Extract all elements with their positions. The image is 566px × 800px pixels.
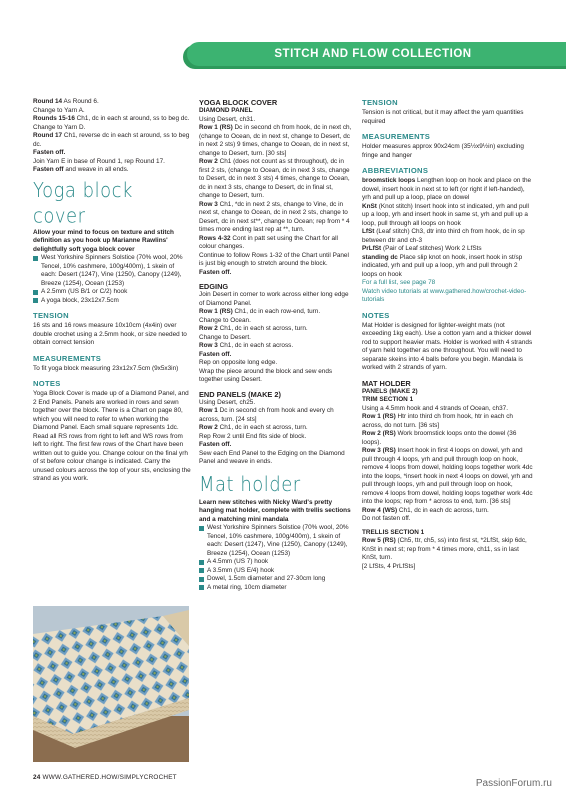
page-number: 24 xyxy=(33,774,41,781)
instruction-line xyxy=(362,515,534,524)
instruction-line xyxy=(33,166,191,175)
instruction-label: Row 2 xyxy=(199,424,218,431)
instruction-label: Row 1 xyxy=(199,407,218,414)
instruction-line xyxy=(199,158,355,201)
instruction-line xyxy=(199,359,355,368)
mat-tension-text: Tension is not critical, but it may affect the yarn quantities required xyxy=(362,109,524,125)
instruction-line xyxy=(33,115,191,124)
instruction-label: Row 5 (RS) xyxy=(362,537,396,544)
material-item xyxy=(199,558,355,567)
instruction-line xyxy=(33,158,191,167)
trim-section-heading: TRIM SECTION 1 xyxy=(362,396,414,403)
instruction-label: Row 3 xyxy=(199,342,218,349)
bullet-square-icon xyxy=(33,298,38,303)
yoga-intro: Allow your mind to focus on texture and stitch definition as you hook up Marianne Rawlins' delightfully soft yoga block cover xyxy=(33,228,174,253)
material-text: A yoga block, 23x12x7.5cm xyxy=(41,296,119,304)
instruction-text: Wrap the piece around the block and sew ends together using Desert. xyxy=(199,367,333,383)
pattern-continuation xyxy=(33,98,191,175)
diamond-panel-instructions xyxy=(199,116,355,278)
instruction-text: Htr into third ch from hook, htr in each ch across, do not turn. [36 sts] xyxy=(362,413,513,429)
instruction-label: Row 2 xyxy=(199,158,218,165)
abbreviations-list xyxy=(362,177,534,279)
instruction-label: Row 1 (RS) xyxy=(362,413,396,420)
instruction-text: Ch1, reverse dc in each st around, ss to beg dc. xyxy=(33,132,190,148)
instruction-text: Change to Yarn A. xyxy=(33,106,85,114)
bullet-square-icon xyxy=(33,256,38,261)
instruction-line xyxy=(199,450,355,467)
measurements-heading: MEASUREMENTS xyxy=(33,353,102,363)
instruction-label: Fasten off xyxy=(33,166,64,173)
material-text: A 2.5mm (US B/1 or C/2) hook xyxy=(41,288,128,295)
instruction-text: Cont in patt set using the Chart for all colour changes. xyxy=(199,234,338,250)
yoga-block-photo xyxy=(33,606,189,762)
instruction-line xyxy=(362,177,534,203)
instruction-text: Using Desert, ch25. xyxy=(199,398,256,406)
instruction-label: Row 1 (RS) xyxy=(199,124,233,131)
bullet-square-icon xyxy=(199,577,204,582)
instruction-text: (Pair of Leaf stitches) Work 2 LfSts xyxy=(381,245,482,252)
instruction-label: Round 17 xyxy=(33,132,63,139)
trim-instructions xyxy=(362,405,534,524)
instruction-line xyxy=(362,507,534,516)
measurements-text: To fit yoga block measuring 23x12x7.5cm (9x5x3in) xyxy=(33,364,179,372)
instruction-text: Place slip knot on hook, insert hook in st/sp indicated, yrh and pull up a loop, yrh and pull through 2 loops on hook xyxy=(362,253,523,278)
notes-text: Yoga Block Cover is made up of a Diamond Panel, and 2 End Panels. Panels are worked in rows and sewn together over the block. There is a Chart on page 80, which you will need to refer to when working the Diamond Panel. Each small square represents 1dc. Read all RS rows from right to left and WS rows from left to right. The first few rows of the Chart have been written out to guide you. Change colour on the final yrh of st before colour change is indicated. Carry the unused colours across the top of your sts, enclosing the strand as you work. xyxy=(33,390,191,482)
instruction-line xyxy=(33,132,191,149)
material-item xyxy=(199,584,355,593)
instruction-line xyxy=(199,342,355,351)
trellis-instructions xyxy=(362,537,534,571)
instruction-text: Ch1, dc in each st around, ss to beg dc. xyxy=(74,115,190,122)
instruction-text: (Knot stitch) Insert hook into st indicated, yrh and pull up a loop, yrh and insert hook in same st, yrh and pull up a loop, pull through all loops on hook xyxy=(362,202,529,227)
instruction-label: Fasten off. xyxy=(199,350,232,358)
instruction-line xyxy=(33,149,191,158)
instruction-line xyxy=(362,254,534,280)
material-item xyxy=(199,575,355,584)
instruction-text: As Round 6. xyxy=(62,98,99,105)
instruction-line xyxy=(199,124,355,158)
mat-notes-heading: NOTES xyxy=(362,310,390,320)
instruction-label: KnSt xyxy=(362,202,377,210)
end-panels-heading: END PANELS (MAKE 2) xyxy=(199,389,281,399)
bullet-square-icon xyxy=(33,290,38,295)
material-text: West Yorkshire Spinners Solstice (70% wool, 20% Tencel, 10% cashmere, 100g/400m), 1 skein of each: Desert (1247), Vine (1250), Canopy (1249), Breeze (1254), Ocean (1253) xyxy=(41,254,183,287)
instruction-text: Sew each End Panel to the Edging on the Diamond Panel and weave in ends. xyxy=(199,449,345,465)
bullet-square-icon xyxy=(199,560,204,565)
instruction-line xyxy=(199,252,355,269)
instruction-text: Do not fasten off. xyxy=(362,515,411,522)
material-text: A 3.5mm (US E/4) hook xyxy=(207,566,275,574)
instruction-line xyxy=(199,235,355,252)
instruction-text: Ch1, dc in each dc across, turn. xyxy=(397,506,489,514)
instruction-label: Row 4 (WS) xyxy=(362,506,398,514)
material-item xyxy=(33,288,191,297)
bullet-square-icon xyxy=(199,568,204,573)
instruction-line xyxy=(199,325,355,334)
instruction-text: Change to Ocean. xyxy=(199,316,251,324)
instruction-line xyxy=(362,245,534,254)
mat-notes-text: Mat Holder is designed for lighter-weight mats (not exceeding 1kg each). Use a cotton yarn and a thicker dowel rod to support heavier mats. Holder is worked with 4 strands of yarn held together as one throughout. You will need to separate skeins into 4 balls before you begin. Mandala is worked with 2 strands of yarn. xyxy=(362,321,533,371)
instruction-line xyxy=(199,351,355,360)
instruction-text: Rep Row 2 until End fits side of block. xyxy=(199,432,307,440)
instruction-text: Work broomstick loops onto the dowel (36 loops). xyxy=(362,430,517,446)
page-footer xyxy=(33,774,177,781)
watermark: PassionForum.ru xyxy=(475,778,552,789)
banner-title: STITCH AND FLOW COLLECTION xyxy=(274,48,472,60)
instruction-text: Change to Desert. xyxy=(199,333,251,341)
instruction-line xyxy=(362,228,534,245)
video-tutorials-link[interactable]: Watch video tutorials at www.gathered.how/crochet-video-tutorials xyxy=(362,287,527,303)
instruction-label: standing dc xyxy=(362,253,398,261)
instruction-label: Fasten off. xyxy=(33,149,66,156)
column-middle xyxy=(199,98,355,592)
instruction-text: Using a 4.5mm hook and 4 strands of Ocean, ch37. xyxy=(362,404,509,412)
column-left xyxy=(33,98,191,484)
instruction-text: Ch1, dc in each st across. xyxy=(217,342,294,349)
trellis-section-heading: TRELLIS SECTION 1 xyxy=(362,528,425,536)
mat-holder-title: MAT HOLDER xyxy=(362,378,411,388)
abbreviations-heading: ABBREVIATIONS xyxy=(362,166,429,175)
instruction-label: Fasten off. xyxy=(199,441,232,448)
instruction-text: Ch1, dc in each row-end, turn. xyxy=(232,308,321,315)
instruction-text: Dc in second ch from hook, dc in next ch, (change to Ocean, dc in next st, change to Desert, dc in next 2 sts) 9 times, change to Ocean, dc in next st, change to Desert, turn. [30 sts] xyxy=(199,124,352,157)
mat-holder-heading: Mat holder xyxy=(199,471,301,496)
instruction-line xyxy=(199,308,355,317)
bullet-square-icon xyxy=(199,585,204,590)
instruction-line xyxy=(33,124,191,133)
instruction-line xyxy=(199,291,355,308)
instruction-line xyxy=(199,116,355,125)
tension-heading: TENSION xyxy=(33,311,69,320)
instruction-label: PrLfSt xyxy=(362,245,382,252)
instruction-line xyxy=(362,413,534,430)
instruction-label: Fasten off. xyxy=(199,268,232,276)
mat-measurements-text: Holder measures approx 90x24cm (35½x9½in) excluding fringe and hanger xyxy=(362,143,524,159)
yoga-block-cover-title: YOGA BLOCK COVER xyxy=(199,98,278,107)
instruction-text: Join Yarn E in base of Round 1, rep Round 17. xyxy=(33,157,165,165)
tension-text: 16 sts and 16 rows measure 10x10cm (4x4in) over double crochet using a 2.5mm hook, or size needed to obtain correct tension xyxy=(33,322,187,346)
instruction-line xyxy=(199,201,355,235)
instruction-line xyxy=(199,424,355,433)
instruction-label: Row 1 (RS) xyxy=(199,308,233,315)
instruction-line xyxy=(199,433,355,442)
panels-heading: PANELS (MAKE 2) xyxy=(362,387,418,395)
instruction-label: Row 3 xyxy=(199,200,218,208)
bullet-square-icon xyxy=(199,526,204,531)
material-text: West Yorkshire Spinners Solstice (70% wool, 20% Tencel, 10% cashmere, 100g/400m), 1 skein of each: Desert (1247), Vine (1250), Canopy (1249), Breeze (1254), Ocean (1253) xyxy=(207,524,349,557)
instruction-text: [2 LfSts, 4 PrLfSts] xyxy=(362,562,416,570)
material-item xyxy=(199,567,355,576)
instruction-line xyxy=(199,269,355,278)
instruction-label: LfSt xyxy=(362,228,375,235)
instruction-text: (Ch5, ttr, ch5, ss) into first st, *2LfSt, skip 6dc, KnSt in next st; rep from * 4 times more, ch11, ss in last KnSt, turn. xyxy=(362,537,527,561)
instruction-text: Ch1, dc in each st across, turn. xyxy=(217,424,308,431)
instruction-label: Row 3 (RS) xyxy=(362,447,396,454)
instruction-line xyxy=(199,407,355,424)
material-item xyxy=(33,297,191,306)
instruction-text: Lengthen loop on hook and place on the dowel, insert hook in next st to left (or right if left-handed), yrh and pull up a loop, place on dowel xyxy=(362,177,532,201)
instruction-text: Change to Yarn D. xyxy=(33,123,86,131)
end-panels-instructions xyxy=(199,399,355,467)
material-text: A 4.5mm (US 7) hook xyxy=(207,558,269,565)
instruction-text: Dc in second ch from hook and every ch across, turn. [24 sts] xyxy=(199,407,334,423)
instruction-line xyxy=(199,368,355,385)
instruction-line xyxy=(199,334,355,343)
instruction-label: Rounds 15-16 xyxy=(33,115,75,122)
material-text: Dowel, 1.5cm diameter and 27-30cm long xyxy=(207,575,326,582)
material-item xyxy=(199,524,355,558)
instruction-text: Insert hook in first 4 loops on dowel, yrh and pull through 4 loops, yrh and pull through loop on hook, remove 4 loops from dowel, holding loops together work 4dc into the loops, *insert hook in next 4 loops on dowel, yrh and pull through loops, yrh and pull through loop on hook, remove 4 loops from dowel, holding loops together work 4dc into the loops; rep from * across to end, turn. [36 sts] xyxy=(362,447,533,505)
instruction-line xyxy=(199,399,355,408)
yoga-block-illustration xyxy=(33,606,189,762)
footer-url: WWW.GATHERED.HOW/SIMPLYCROCHET xyxy=(42,774,177,781)
instruction-text: Ch1 (does not count as st throughout), dc in first 2 sts, (change to Ocean, dc in next 3 sts, change to Desert, dc in next 3 sts) 4 times, change to Ocean, dc in next 3 sts, change to Desert, dc in final st, change to Desert, turn. xyxy=(199,158,350,199)
instruction-line xyxy=(362,430,534,447)
instruction-line xyxy=(362,405,534,414)
notes-heading: NOTES xyxy=(33,379,61,388)
instruction-line xyxy=(362,537,534,563)
diamond-panel-heading: DIAMOND PANEL xyxy=(199,107,253,114)
instruction-line xyxy=(362,203,534,229)
instruction-label: Round 14 xyxy=(33,98,63,105)
instruction-line xyxy=(362,447,534,507)
instruction-text: Join Desert in corner to work across either long edge of Diamond Panel. xyxy=(199,291,349,307)
material-text: A metal ring, 10cm diameter xyxy=(207,583,287,591)
instruction-label: Row 2 xyxy=(199,325,218,332)
instruction-text: Using Desert, ch31. xyxy=(199,115,256,123)
instruction-line xyxy=(362,563,534,572)
full-list-link[interactable]: For a full list, see page 78 xyxy=(362,279,436,286)
instruction-line xyxy=(33,107,191,116)
instruction-label: Rows 4-32 xyxy=(199,234,231,242)
mat-holder-intro: Learn new stitches with Nicky Ward's pretty hanging mat holder, complete with trellis sections and a matching mini mandala xyxy=(199,498,351,523)
instruction-text: Ch1, dc in each st across, turn. xyxy=(217,325,308,332)
instruction-text: and weave in all ends. xyxy=(63,166,129,173)
mat-holder-materials-list xyxy=(199,524,355,592)
instruction-text: Continue to follow Rows 1-32 of the Chart until Panel is just big enough to stretch around the block. xyxy=(199,251,349,267)
mat-tension-heading: TENSION xyxy=(362,98,398,107)
yoga-materials-list xyxy=(33,254,191,305)
section-banner xyxy=(187,42,566,66)
instruction-label: Row 2 (RS) xyxy=(362,430,396,437)
material-item xyxy=(33,254,191,288)
instruction-line xyxy=(199,441,355,450)
instruction-text: Ch1, *dc in next 2 sts, change to Vine, dc in next st, change to Ocean, dc in next 2 sts, change to Desert, dc in next st**, change to Ocean; rep from * 4 times more ending last rep at **, turn. xyxy=(199,200,350,233)
instruction-line xyxy=(33,98,191,107)
yoga-block-heading: Yoga block cover xyxy=(33,178,133,228)
edging-heading: EDGING xyxy=(199,282,229,291)
column-right xyxy=(362,98,534,571)
mat-measurements-heading: MEASUREMENTS xyxy=(362,132,431,141)
edging-instructions xyxy=(199,291,355,385)
instruction-text: (Leaf stitch) Ch3, dtr into third ch from hook, dc in sp between dtr and ch-3 xyxy=(362,228,525,244)
instruction-line xyxy=(199,317,355,326)
instruction-text: Rep on opposite long edge. xyxy=(199,359,278,366)
instruction-label: broomstick loops xyxy=(362,177,416,184)
